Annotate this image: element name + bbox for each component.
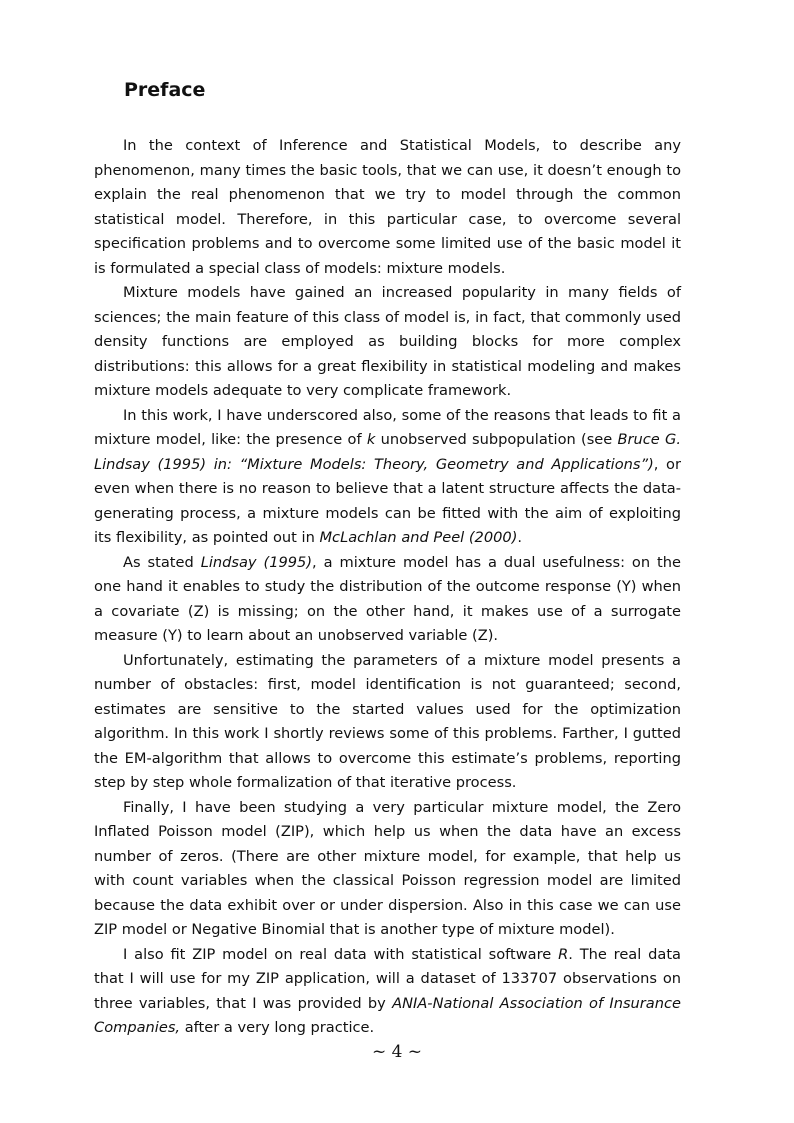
- text-run: In this work, I have underscored also, some of the reasons that leads to fit a mixture model, like: the presence of: [94, 406, 681, 448]
- italic-text: R: [558, 945, 569, 963]
- text-run: , or even when there is no reason to believe that a latent structure affects the data-generating process, a mixture models can be fitted with the aim of exploiting its flexibility, as pointed out in: [94, 455, 681, 546]
- italic-text: k: [366, 431, 376, 448]
- text-run: I also fit ZIP model on real data with statistical software: [123, 945, 559, 963]
- italic-text: Bruce G. Lindsay (1995) in: “Mixture Models: Theory, Geometry and Applications”): [94, 431, 681, 473]
- body-text: [94, 134, 681, 1041]
- document-page: [94, 76, 681, 1041]
- text-run: In the context of Inference and Statistical Models, to describe any phenomenon, many times the basic tools, that we can use, it doesn’t enough to explain the real phenomenon that we try to model through the common statistical model. Therefore, in this particular case, to overcome several specification problems and to overcome some limited use of the basic model it is formulated a special class of models: mixture models.: [94, 137, 681, 277]
- italic-text: Lindsay (1995): [200, 553, 313, 571]
- text-run: , a mixture model has a dual usefulness: on the one hand it enables to study the distribution of the outcome response (Y) when a covariate (Z) is missing; on the other hand, it makes use of a surrogate measure (Y) to learn about an unobserved variable (Z).: [94, 553, 681, 644]
- text-run: Finally, I have been studying a very particular mixture model, the Zero Inflated Poisson model (ZIP), which help us when the data have an excess number of zeros. (There are other mixture model, for example, that help us with count variables when the classical Poisson regression model are limited because the data exhibit over or under dispersion. Also in this case we can use ZIP model or Negative Binomial that is another type of mixture model).: [94, 798, 681, 938]
- paragraph: [94, 551, 681, 649]
- paragraph: [94, 404, 681, 551]
- paragraph: [94, 134, 681, 281]
- text-run: .: [517, 529, 523, 546]
- text-run: Mixture models have gained an increased popularity in many fields of sciences; the main feature of this class of model is, in fact, that commonly used density functions are employed as building blocks for more complex distributions: this allows for a great flexibility in statistical modeling and makes mixture models adequate to very complicate framework.: [94, 284, 681, 399]
- section-heading: Preface: [124, 79, 206, 101]
- italic-text: McLachlan and Peel (2000): [319, 529, 518, 546]
- page-number: ~ 4 ~: [371, 1042, 423, 1062]
- text-run: . The real data that I will use for my ZIP application, will a dataset of 133707 observations on three variables, that I was provided by: [94, 945, 681, 1012]
- text-run: unobserved subpopulation (see: [375, 431, 618, 448]
- paragraph: [94, 281, 681, 404]
- text-run: Unfortunately, estimating the parameters of a mixture model presents a number of obstacles: first, model identification is not guaranteed; second, estimates are sensitive to the started values used for the optimization algorithm. In this work I shortly reviews some of this problems. Farther, I gutted the EM-algorithm that allows to overcome this estimate’s problems, reporting step by step whole formalization of that iterative process.: [94, 651, 681, 791]
- italic-text: ANIA-National Association of Insurance Companies,: [94, 994, 681, 1036]
- paragraph: [94, 943, 681, 1041]
- paragraph: [94, 649, 681, 796]
- text-run: As stated: [123, 553, 201, 571]
- text-run: after a very long practice.: [180, 1019, 375, 1036]
- paragraph: [94, 796, 681, 943]
